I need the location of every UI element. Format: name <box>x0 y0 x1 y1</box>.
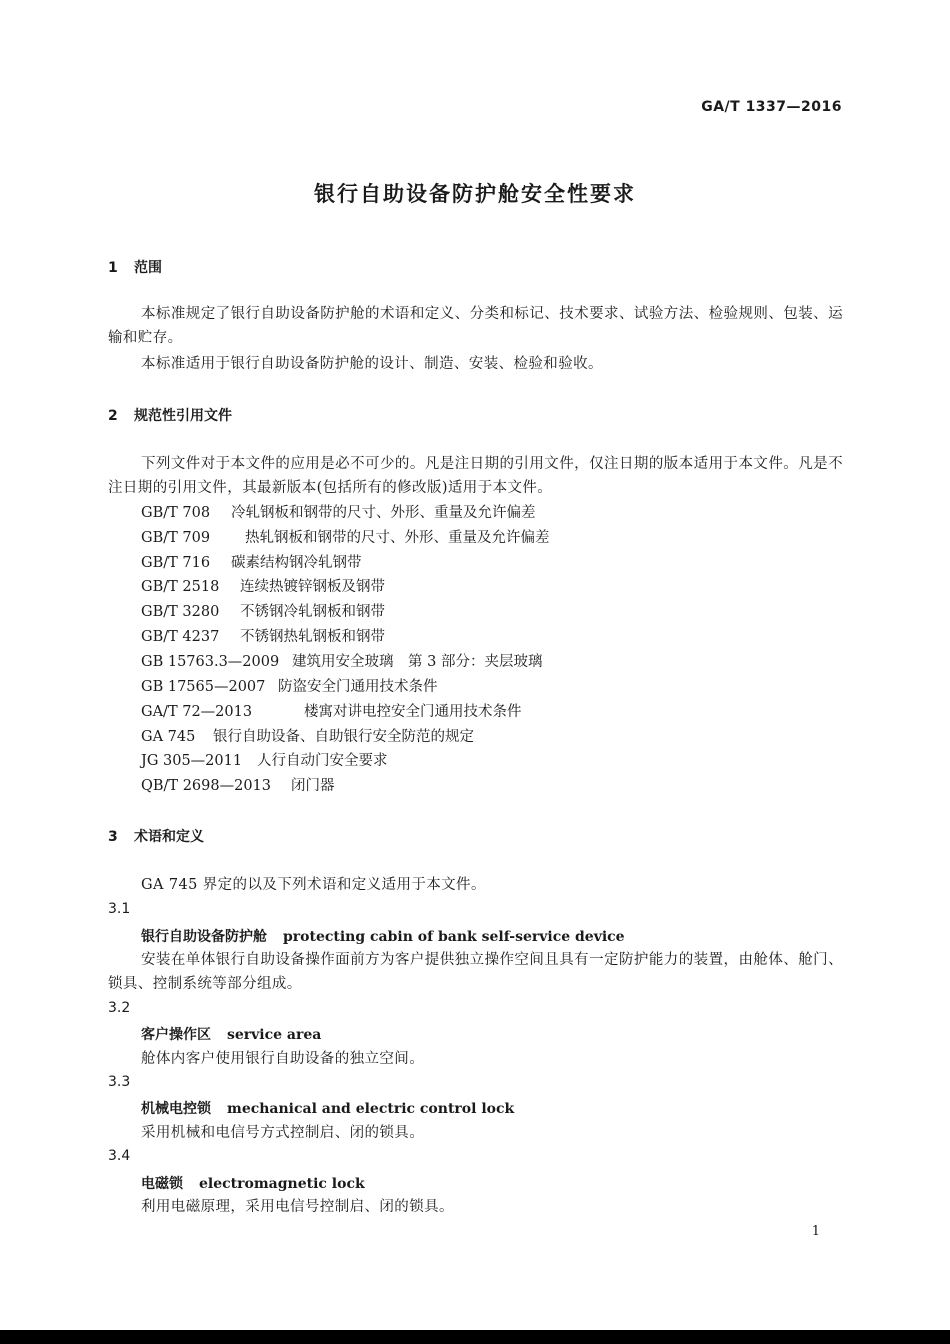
terms-intro-paragraph: GA 745 界定的以及下列术语和定义适用于本文件。 <box>141 877 486 893</box>
reference-title: 碳素结构钢冷轧钢带 <box>231 555 362 571</box>
section-3-heading <box>108 826 204 846</box>
section-title: 范围 <box>134 260 162 276</box>
scope-paragraph-2: 本标准适用于银行自助设备防护舱的设计、制造、安装、检验和验收。 <box>141 356 603 372</box>
reference-code: GB/T 4237 <box>141 629 220 645</box>
term-chinese: 机械电控锁 <box>141 1101 211 1117</box>
term-chinese: 客户操作区 <box>141 1027 211 1043</box>
normative-intro-paragraph: 下列文件对于本文件的应用是必不可少的。凡是注日期的引用文件，仅注日期的版本适用于本文件。凡是不注日期的引用文件，其最新版本(包括所有的修改版)适用于本文件。 <box>108 456 843 496</box>
reference-item <box>141 501 536 525</box>
reference-title: 人行自动门安全要求 <box>257 753 388 769</box>
section-2-heading <box>108 405 232 425</box>
reference-code: GB/T 2518 <box>141 579 220 595</box>
reference-title: 不锈钢热轧钢板和钢带 <box>240 629 385 645</box>
term-english: service area <box>227 1027 322 1043</box>
reference-item <box>141 526 550 550</box>
scope-paragraph-1: 本标准规定了银行自助设备防护舱的术语和定义、分类和标记、技术要求、试验方法、检验规则、包装、运输和贮存。 <box>108 306 843 346</box>
term-english: mechanical and electric control lock <box>227 1101 515 1117</box>
term-definition: 舱体内客户使用银行自助设备的独立空间。 <box>141 1051 425 1067</box>
page-number: 1 <box>811 1224 820 1239</box>
reference-code: GA/T 72—2013 <box>141 704 253 720</box>
clause-number: 3.1 <box>108 901 131 917</box>
reference-title: 连续热镀锌钢板及钢带 <box>240 579 385 595</box>
clause-number: 3.3 <box>108 1074 131 1090</box>
clause-number: 3.4 <box>108 1148 131 1164</box>
reference-title: 楼寓对讲电控安全门通用技术条件 <box>304 704 522 720</box>
reference-title: 银行自助设备、自助银行安全防范的规定 <box>213 729 474 745</box>
term-heading <box>141 926 625 946</box>
reference-title: 热轧钢板和钢带的尺寸、外形、重量及允许偏差 <box>245 530 550 546</box>
term-english: protecting cabin of bank self-service device <box>283 929 625 945</box>
reference-code: GB 17565—2007 <box>141 679 266 695</box>
reference-item <box>141 625 385 649</box>
term-definition: 安装在单体银行自助设备操作面前方为客户提供独立操作空间且具有一定防护能力的装置，由舱体、舱门、锁具、控制系统等部分组成。 <box>108 952 843 992</box>
reference-item <box>141 551 362 575</box>
section-1-heading <box>108 257 162 277</box>
section-title: 术语和定义 <box>134 829 204 845</box>
reference-code: GB/T 3280 <box>141 604 220 620</box>
reference-code: GB 15763.3—2009 <box>141 654 280 670</box>
reference-title: 闭门器 <box>291 778 335 794</box>
term-definition: 利用电磁原理，采用电信号控制启、闭的锁具。 <box>141 1199 454 1215</box>
section-number: 1 <box>108 260 118 276</box>
reference-code: GB/T 716 <box>141 555 211 571</box>
section-title: 规范性引用文件 <box>134 408 232 424</box>
term-heading <box>141 1024 321 1044</box>
section-number: 3 <box>108 829 118 845</box>
reference-item <box>141 600 385 624</box>
standard-number: GA/T 1337—2016 <box>701 99 842 115</box>
bottom-border <box>0 1330 950 1344</box>
term-heading <box>141 1098 514 1118</box>
term-definition: 采用机械和电信号方式控制启、闭的锁具。 <box>141 1125 425 1141</box>
reference-title: 防盗安全门通用技术条件 <box>278 679 438 695</box>
term-english: electromagnetic lock <box>199 1176 365 1192</box>
reference-item <box>141 774 335 798</box>
reference-title: 不锈钢冷轧钢板和钢带 <box>240 604 385 620</box>
reference-item <box>141 675 438 699</box>
reference-item <box>141 575 385 599</box>
reference-item <box>141 749 388 773</box>
term-heading <box>141 1173 365 1193</box>
reference-code: GA 745 <box>141 729 196 745</box>
reference-item <box>141 650 542 674</box>
reference-item <box>141 725 474 749</box>
reference-code: GB/T 709 <box>141 530 211 546</box>
term-chinese: 电磁锁 <box>141 1176 183 1192</box>
reference-code: GB/T 708 <box>141 505 211 521</box>
reference-code: QB/T 2698—2013 <box>141 778 272 794</box>
reference-item <box>141 700 522 724</box>
term-chinese: 银行自助设备防护舱 <box>141 929 267 945</box>
reference-code: JG 305—2011 <box>141 753 243 769</box>
clause-number: 3.2 <box>108 1000 131 1016</box>
reference-title: 建筑用安全玻璃 第 3 部分：夹层玻璃 <box>292 654 543 670</box>
reference-title: 冷轧钢板和钢带的尺寸、外形、重量及允许偏差 <box>231 505 536 521</box>
section-number: 2 <box>108 408 118 424</box>
document-title: 银行自助设备防护舱安全性要求 <box>314 182 636 206</box>
